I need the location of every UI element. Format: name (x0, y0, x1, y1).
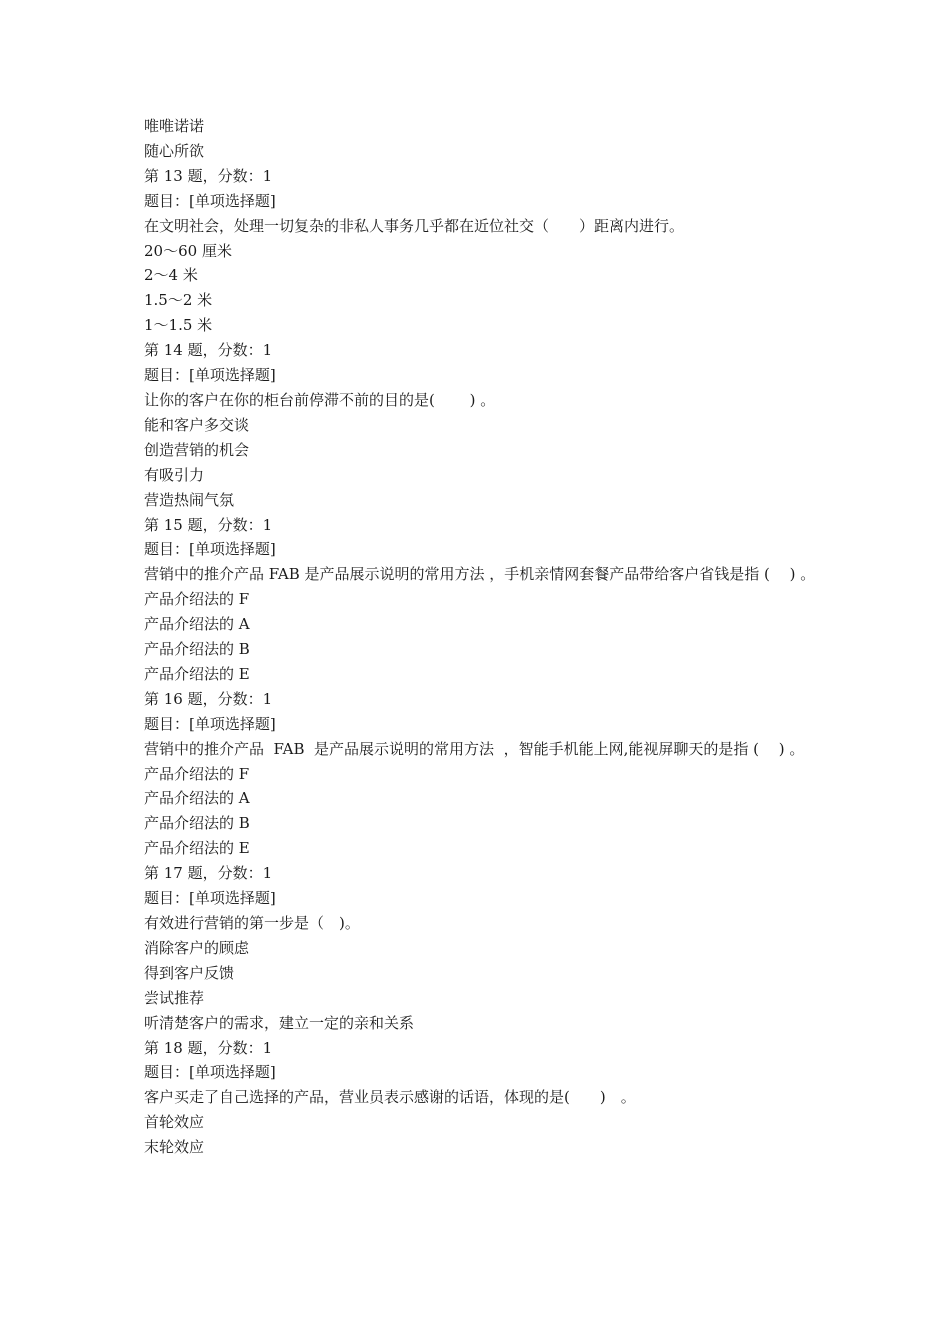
carryover-option: 随心所欲 (144, 141, 205, 160)
answer-option: 产品介绍法的 F (144, 590, 250, 609)
question-text: 客户买走了自己选择的产品，营业员表示感谢的话语，体现的是( ) 。 (144, 1088, 636, 1107)
answer-option: 20～60 厘米 (144, 241, 232, 260)
question-header: 第 18 题，分数：1 (144, 1038, 273, 1057)
question-block (144, 164, 816, 338)
answer-option: 产品介绍法的 B (144, 814, 250, 833)
answer-option: 有吸引力 (144, 465, 205, 484)
question-text: 营销中的推介产品 FAB 是产品展示说明的常用方法 ，智能手机能上网,能视屏聊天的是指 ( ) 。 (144, 739, 805, 758)
answer-option: 1～1.5 米 (144, 316, 213, 335)
question-block (144, 1036, 816, 1161)
question-type-label: 题目：[单项选择题] (144, 714, 276, 733)
question-type-label: 题目：[单项选择题] (144, 540, 276, 559)
question-type-label: 题目：[单项选择题] (144, 1063, 276, 1082)
answer-option: 听清楚客户的需求，建立一定的亲和关系 (144, 1013, 415, 1032)
answer-option: 创造营销的机会 (144, 440, 250, 459)
question-type-label: 题目：[单项选择题] (144, 191, 276, 210)
question-type-label: 题目：[单项选择题] (144, 889, 276, 908)
answer-option: 产品介绍法的 A (144, 789, 250, 808)
answer-option: 1.5～2 米 (144, 291, 213, 310)
question-header: 第 13 题，分数：1 (144, 166, 273, 185)
answer-option: 产品介绍法的 F (144, 764, 250, 783)
question-header: 第 15 题，分数：1 (144, 515, 273, 534)
question-block (144, 861, 816, 1035)
question-block (144, 513, 816, 687)
question-block (144, 338, 816, 512)
answer-option: 尝试推荐 (144, 988, 205, 1007)
answer-option: 末轮效应 (144, 1138, 205, 1157)
exam-document (144, 114, 816, 1160)
answer-option: 营造热闹气氛 (144, 490, 235, 509)
question-text: 有效进行营销的第一步是（ )。 (144, 914, 360, 932)
answer-option: 2～4 米 (144, 266, 198, 285)
answer-option: 产品介绍法的 E (144, 664, 250, 683)
answer-option: 产品介绍法的 A (144, 615, 250, 634)
question-header: 第 14 题，分数：1 (144, 341, 273, 360)
question-header: 第 16 题，分数：1 (144, 689, 273, 708)
question-text: 让你的客户在你的柜台前停滞不前的目的是( ) 。 (144, 390, 496, 409)
answer-option: 产品介绍法的 B (144, 640, 250, 659)
answer-option: 产品介绍法的 E (144, 839, 250, 858)
question-text: 营销中的推介产品 FAB 是产品展示说明的常用方法 ，手机亲情网套餐产品带给客户省钱是指 ( ) 。 (144, 565, 816, 584)
answer-option: 首轮效应 (144, 1113, 205, 1132)
answer-option: 消除客户的顾虑 (144, 938, 250, 957)
carryover-option: 唯唯诺诺 (144, 117, 205, 135)
question-header: 第 17 题，分数：1 (144, 864, 273, 883)
question-block (144, 687, 816, 861)
question-text: 在文明社会，处理一切复杂的非私人事务几乎都在近位社交（ ）距离内进行。 (144, 216, 685, 235)
question-type-label: 题目：[单项选择题] (144, 366, 276, 385)
answer-option: 能和客户多交谈 (144, 415, 250, 434)
answer-option: 得到客户反馈 (144, 963, 235, 982)
